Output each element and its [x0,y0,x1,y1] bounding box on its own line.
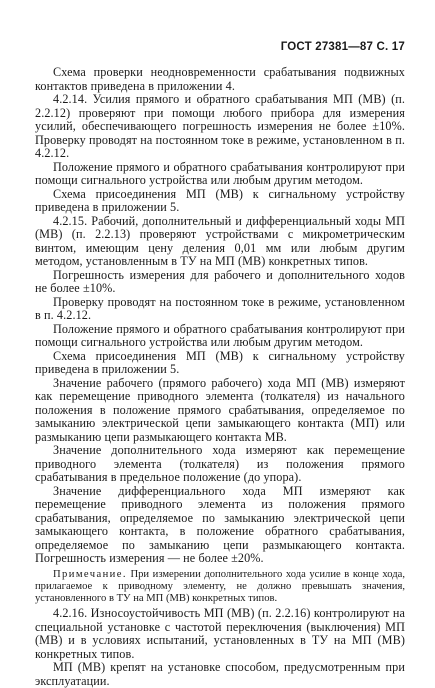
paragraph: Положение прямого и обратного срабатывания контролируют при помощи сигнального устройства или любым другим методом. [35,321,405,349]
paragraph: 4.2.14. Усилия прямого и обратного срабатывания МП (МВ) (п. 2.2.12) проверяют при помощи любого прибора для измерения усилий, обеспечивающего погрешность измерения не более ±10%. Проверку проводят на постоянном токе в режиме, установленном в п. 4.2.12. [35,92,405,160]
paragraph: Схема присоединения МП (МВ) к сигнальному устройству приведена в приложении 5. [35,348,405,376]
paragraph: Погрешность измерения для рабочего и дополнительного ходов не более ±10%. [35,267,405,295]
paragraph: 4.2.16. Износоустойчивость МП (МВ) (п. 2.2.16) контролируют на специальной установке с частотой переключения (выключения) МП (МВ) и в условиях испытаний, установленных в ТУ на МП (МВ) конкретных типов. [35,606,405,661]
paragraph: Значение дополнительного хода измеряют как перемещение приводного элемента (толкателя) из положения прямого срабатывания в предельное положение (до упора). [35,443,405,484]
document-body [35,66,405,688]
paragraph: МП (МВ) крепят на установке способом, предусмотренным при эксплуатации. [35,660,405,688]
paragraph: Схема присоединения МП (МВ) к сигнальному устройству приведена в приложении 5. [35,186,405,214]
paragraph: Схема проверки неодновременности срабатывания подвижных контактов приведена в приложении 4. [35,65,405,93]
note [35,569,405,606]
paragraph: Значение дифференциального хода МП измеряют как перемещение приводного элемента из положения прямого срабатывания, определяемое по замыканию электрической цепи замыкающего контакта, в положение обратного срабатывания, определяемое по замыканию цепи размыкающего контакта. Погрешность измерения — не более ±20%. [35,483,405,565]
paragraph: 4.2.15. Рабочий, дополнительный и дифференциальный ходы МП (МВ) (п. 2.2.13) проверяют устройствами с микрометрическим винтом, имеющим цену деления 0,01 мм или любым другим методом, установленным в ТУ на МП (МВ) конкретных типов. [35,213,405,268]
note-text: При измерении дополнительного хода усилие в конце хода, прилагаемое к приводному элементу, не должно превышать значения, установленного в ТУ на МП (МВ) конкретных типов. [35,568,405,604]
paragraph: Положение прямого и обратного срабатывания контролируют при помощи сигнального устройства или любым другим методом. [35,159,405,187]
paragraph: Проверку проводят на постоянном токе в режиме, установленном в п. 4.2.12. [35,294,405,322]
note-label: Примечание. [53,568,127,580]
page-header: ГОСТ 27381—87 С. 17 [280,41,405,53]
paragraph: Значение рабочего (прямого рабочего) хода МП (МВ) измеряют как перемещение приводного элемента (толкателя) из начального положения в положение прямого срабатывания, определяемое по замыканию электрической цепи замыкающего контакта (МП) или размыканию цепи размыкающего контакта МВ. [35,375,405,444]
